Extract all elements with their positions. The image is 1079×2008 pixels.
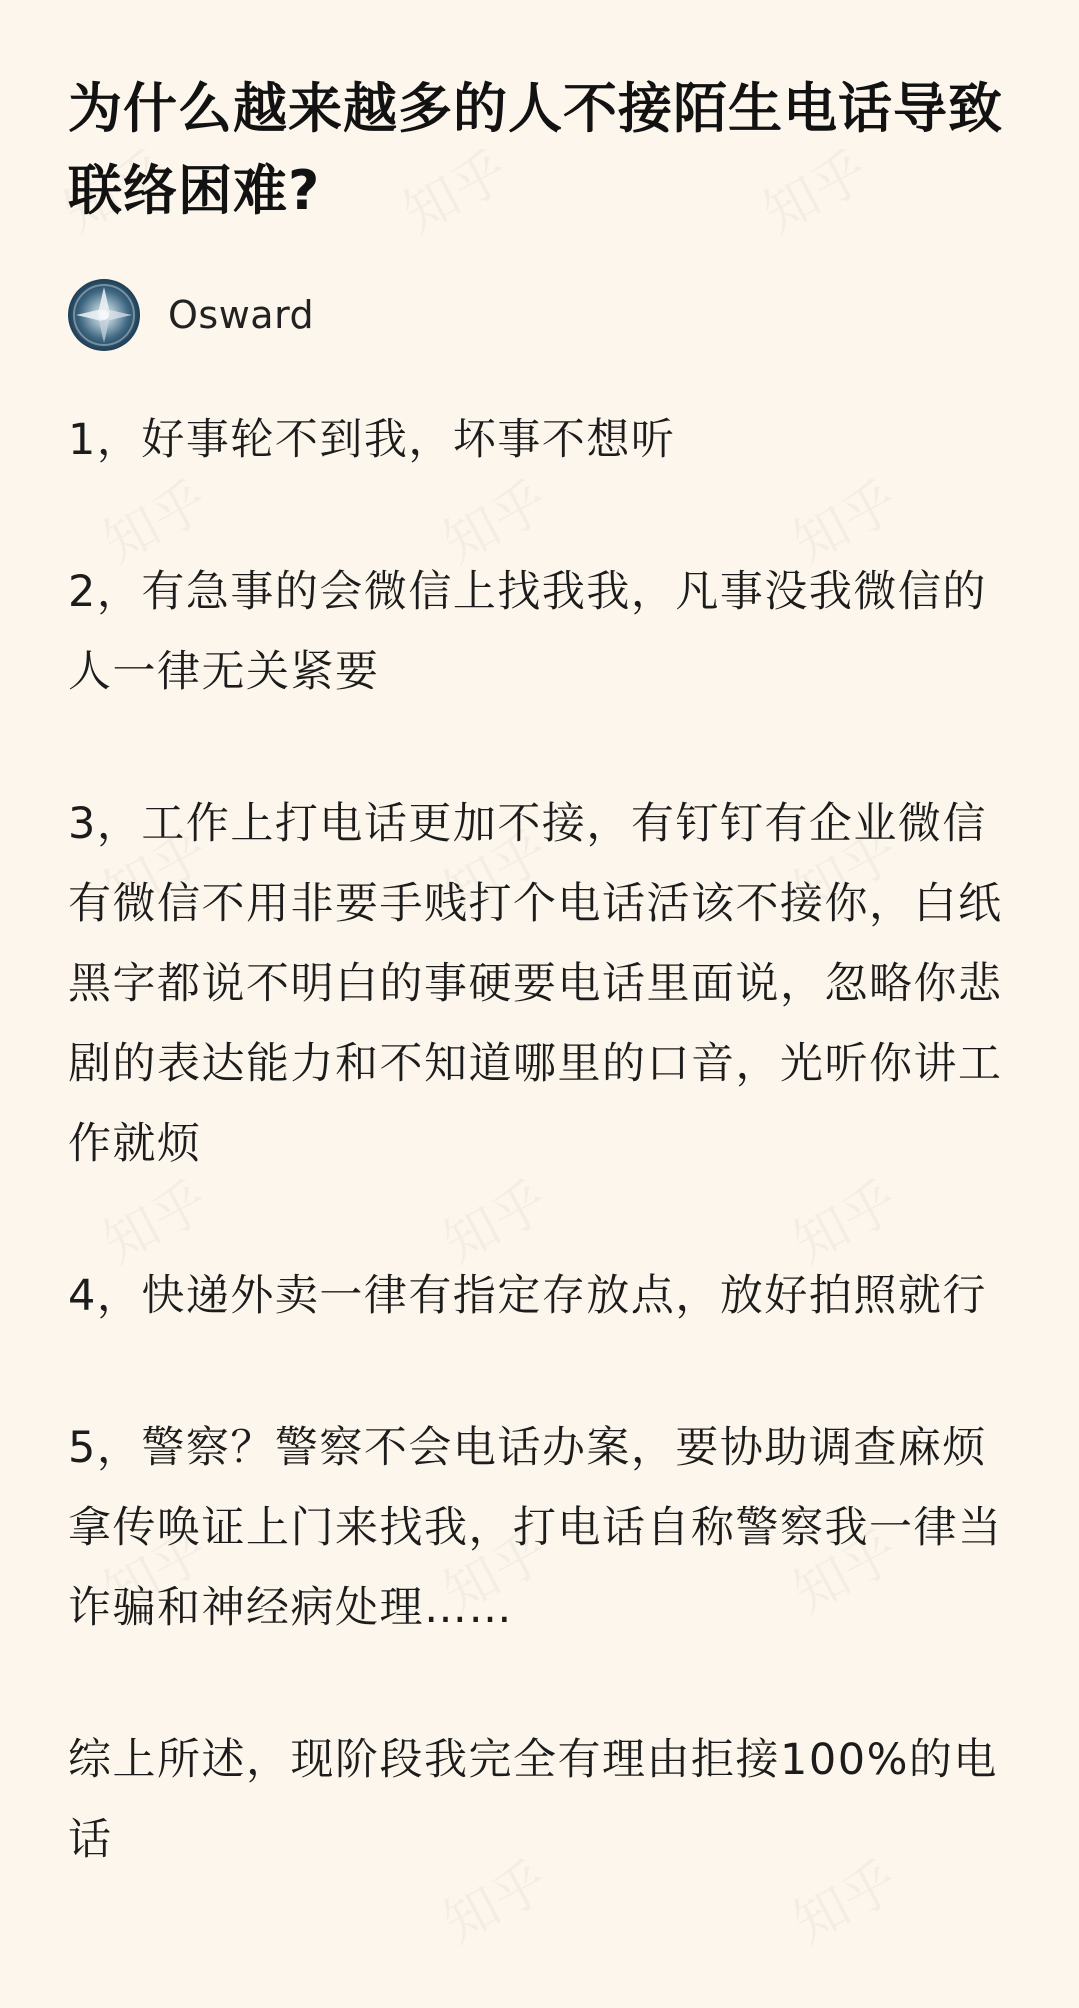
author-name[interactable]: Osward <box>168 293 315 337</box>
avatar[interactable] <box>68 279 140 351</box>
answer-paragraph: 3，工作上打电话更加不接，有钉钉有企业微信有微信不用非要手贱打个电话活该不接你，白纸黑字都说不明白的事硬要电话里面说，忽略你悲剧的表达能力和不知道哪里的口音，光听你讲工作就烦 <box>68 799 1003 1169</box>
answer-paragraph: 2，有急事的会微信上找我我，凡事没我微信的人一律无关紧要 <box>68 567 987 697</box>
answer-paragraph: 5，警察？警察不会电话办案，要协助调查麻烦拿传唤证上门来找我，打电话自称警察我一律当诈骗和神经病处理…… <box>68 1423 1003 1633</box>
answer-paragraph: 4，快递外卖一律有指定存放点，放好拍照就行 <box>68 1271 987 1321</box>
answer-content <box>68 400 1018 1880</box>
compass-avatar-icon <box>68 279 140 351</box>
answer-paragraph: 1，好事轮不到我，坏事不想听 <box>68 415 676 465</box>
author-row[interactable] <box>68 278 1019 352</box>
answer-paragraph: 综上所述，现阶段我完全有理由拒接100%的电话 <box>68 1735 998 1865</box>
question-title[interactable]: 为什么越来越多的人不接陌生电话导致联络困难? <box>68 77 1003 222</box>
